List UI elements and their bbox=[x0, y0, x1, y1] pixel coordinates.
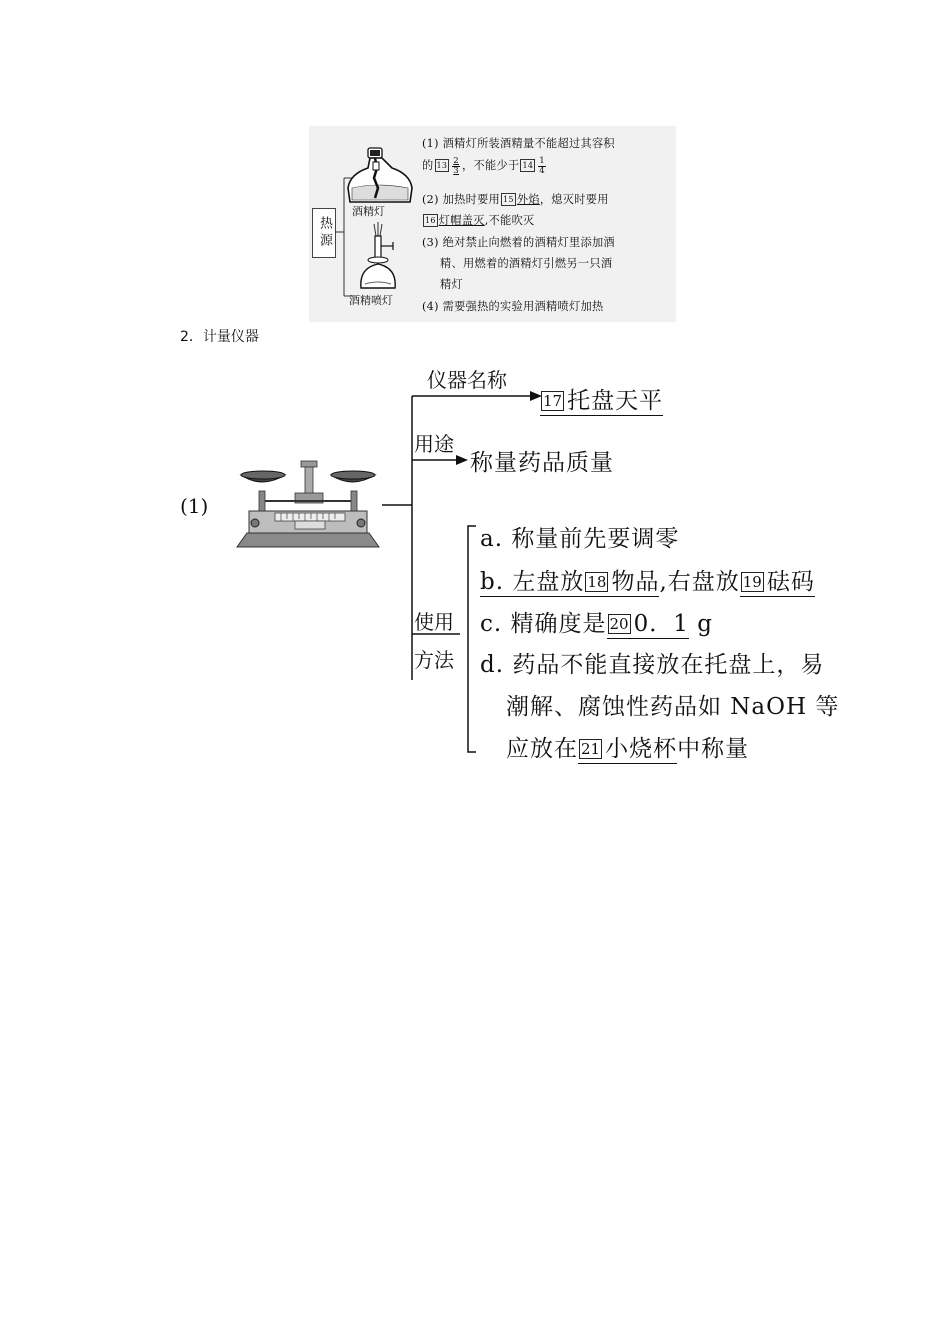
alcohol-blowtorch-icon bbox=[347, 222, 413, 292]
rule-1-line-1: (1) 酒精灯所装酒精量不能超过其容积 bbox=[422, 137, 615, 150]
item-number: (1) bbox=[180, 494, 209, 518]
balance-scale-icon bbox=[233, 455, 383, 551]
method-c-answer-20 bbox=[607, 611, 689, 639]
rule-4: (4) 需要强热的实验用酒精喷灯加热 bbox=[422, 300, 604, 313]
fraction-13-numerator: 2 bbox=[453, 155, 459, 166]
branch-use-label: 用途 bbox=[414, 432, 454, 456]
branch-name-label: 仪器名称 bbox=[427, 368, 507, 392]
rule-3-line-1: (3) 绝对禁止向燃着的酒精灯里添加酒 bbox=[422, 236, 615, 249]
answer-box-19: 19 bbox=[742, 573, 762, 591]
branch-method-label-2: 方法 bbox=[414, 648, 454, 672]
instrument-name bbox=[540, 382, 663, 415]
answer-box-20: 20 bbox=[609, 615, 629, 633]
rule-3-line-2: 精、用燃着的酒精灯引燃另一只酒 bbox=[440, 257, 613, 270]
answer-box-21: 21 bbox=[581, 740, 601, 758]
method-b-answer-19 bbox=[740, 569, 815, 597]
rule-2-line-2 bbox=[422, 211, 674, 230]
method-b bbox=[480, 563, 815, 596]
answer-18: 物品 bbox=[611, 569, 660, 595]
rule-2-middle: ，熄灭时要用 bbox=[539, 193, 609, 206]
method-b-prefix: b. 左盘放 bbox=[480, 569, 585, 595]
method-c-prefix: c. 精确度是 bbox=[480, 611, 607, 637]
fraction-13-denominator: 3 bbox=[453, 165, 459, 176]
fraction-14-numerator: 1 bbox=[539, 155, 545, 166]
answer-15: 外焰 bbox=[516, 193, 540, 206]
method-a: a. 称量前先要调零 bbox=[480, 526, 680, 552]
answer-16: 灯帽盖灭 bbox=[438, 214, 485, 227]
section-heading: 2．计量仪器 bbox=[180, 329, 259, 345]
alcohol-lamp-icon bbox=[344, 144, 416, 206]
rule-1-prefix: 的 bbox=[422, 159, 434, 172]
use-text: 称量药品质量 bbox=[470, 450, 614, 476]
heat-source-label: 热源 bbox=[312, 208, 336, 258]
answer-box-13: 13 bbox=[436, 161, 448, 170]
method-b-middle: ,右盘放 bbox=[659, 569, 740, 595]
method-c bbox=[480, 605, 713, 638]
answer-17: 托盘天平 bbox=[567, 388, 664, 414]
alcohol-blowtorch-caption: 酒精喷灯 bbox=[349, 294, 393, 307]
answer-19: 砝码 bbox=[766, 569, 815, 595]
answer-box-18: 18 bbox=[587, 573, 607, 591]
answer-box-16: 16 bbox=[425, 216, 436, 225]
answer-box-14: 14 bbox=[522, 161, 534, 170]
branch-method-label-1: 使用 bbox=[414, 610, 454, 634]
rule-2-suffix: ,不能吹灭 bbox=[484, 214, 535, 227]
rule-1-middle: ，不能少于 bbox=[462, 159, 520, 172]
method-c-unit: g bbox=[697, 611, 713, 637]
method-d-line-1: d. 药品不能直接放在托盘上，易 bbox=[480, 652, 825, 678]
rule-2-prefix: (2) 加热时要用 bbox=[422, 193, 501, 206]
method-d-prefix: 应放在 bbox=[506, 736, 578, 762]
method-d-line-2: 潮解、腐蚀性药品如 NaOH 等 bbox=[506, 694, 840, 720]
rule-1-line-2 bbox=[422, 156, 674, 176]
answer-box-17: 17 bbox=[543, 392, 563, 410]
instrument-name-answer bbox=[540, 388, 663, 416]
rule-2-line-1 bbox=[422, 190, 674, 209]
method-d-line-3 bbox=[506, 730, 749, 763]
fraction-one-quarter bbox=[538, 157, 546, 176]
fraction-14-denominator: 4 bbox=[539, 165, 545, 176]
fraction-two-thirds bbox=[452, 157, 460, 176]
method-d-suffix: 中称量 bbox=[677, 736, 750, 762]
rule-3-line-3: 精灯 bbox=[440, 278, 463, 291]
answer-20: 0．1 bbox=[633, 611, 689, 637]
heat-source-figure bbox=[309, 126, 676, 322]
answer-box-15: 15 bbox=[503, 195, 514, 204]
alcohol-lamp-caption: 酒精灯 bbox=[352, 205, 385, 218]
method-b-answer-18 bbox=[584, 569, 659, 597]
answer-21: 小烧杯 bbox=[605, 736, 678, 762]
method-d-answer-21 bbox=[578, 736, 677, 764]
